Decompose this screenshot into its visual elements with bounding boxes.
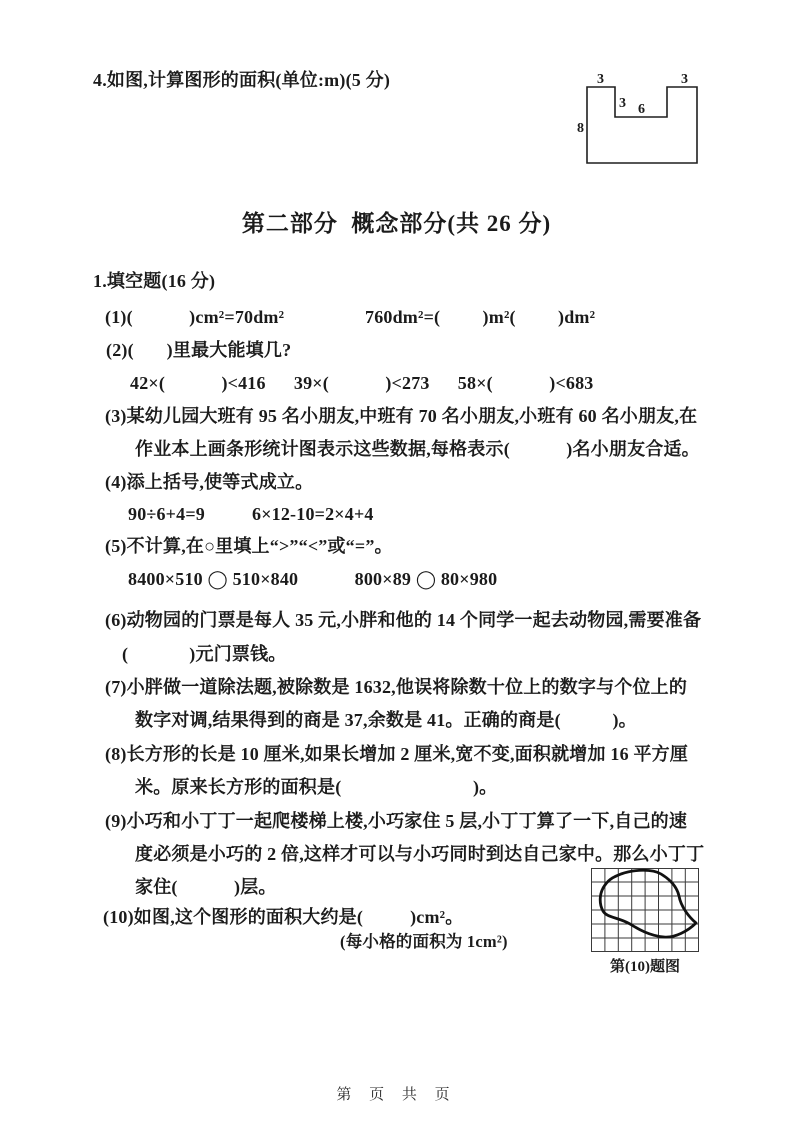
item-6-line-1: (6)动物园的门票是每人 35 元,小胖和他的 14 个同学一起去动物园,需要准备 xyxy=(105,610,702,630)
item-3-line-1: (3)某幼儿园大班有 95 名小朋友,中班有 70 名小朋友,小班有 60 名小朋友,在 xyxy=(105,406,698,426)
item-2-equations: 42×( )<416 39×( )<273 58×( )<683 xyxy=(130,373,594,393)
fill-in-heading: 1.填空题(16 分) xyxy=(93,271,216,291)
item-8-line-2: 米。原来长方形的面积是( )。 xyxy=(135,777,498,797)
item-2: (2)( )里最大能填几? xyxy=(106,340,292,360)
item-1-left: (1)( )cm²=70dm² xyxy=(105,307,285,327)
section-title: 第二部分 概念部分(共 26 分) xyxy=(241,211,552,236)
item-10: (10)如图,这个图形的面积大约是( )cm²。 xyxy=(103,907,464,927)
u-shape-outline xyxy=(587,87,697,163)
page-footer: 第 页 共 页 xyxy=(336,1087,457,1103)
dim-label-top-right: 3 xyxy=(681,72,688,87)
irregular-area-outline xyxy=(600,870,696,937)
question-4-title: 4.如图,计算图形的面积(单位:m)(5 分) xyxy=(93,70,391,90)
item-5: (5)不计算,在○里填上“>”“<”或“=”。 xyxy=(105,536,393,556)
dim-label-left-side: 8 xyxy=(577,121,584,136)
item-4-equations: 90÷6+4=9 6×12-10=2×4+4 xyxy=(128,504,374,524)
item-1-right: 760dm²=( )m²( )dm² xyxy=(365,307,596,327)
item-7-line-2: 数字对调,结果得到的商是 37,余数是 41。正确的商是( )。 xyxy=(135,710,637,730)
item-6-line-2: ( )元门票钱。 xyxy=(122,644,287,664)
item-9-line-2: 度必须是小巧的 2 倍,这样才可以与小巧同时到达自己家中。那么小丁丁 xyxy=(135,844,705,864)
item-10-note: (每小格的面积为 1cm²) xyxy=(340,932,508,951)
dim-label-notch-width: 6 xyxy=(638,102,645,117)
dim-label-top-left: 3 xyxy=(597,72,604,87)
question-10-figure-caption: 第(10)题图 xyxy=(610,959,680,975)
question-10-grid-figure xyxy=(591,868,699,952)
item-9-line-1: (9)小巧和小丁丁一起爬楼梯上楼,小巧家住 5 层,小丁丁算了一下,自己的速 xyxy=(105,811,688,831)
item-7-line-1: (7)小胖做一道除法题,被除数是 1632,他误将除数十位上的数字与个位上的 xyxy=(105,677,688,697)
item-3-line-2: 作业本上画条形统计图表示这些数据,每格表示( )名小朋友合适。 xyxy=(135,439,700,459)
item-9-line-3: 家住( )层。 xyxy=(135,877,277,897)
dim-label-notch-depth: 3 xyxy=(619,96,626,111)
item-8-line-1: (8)长方形的长是 10 厘米,如果长增加 2 厘米,宽不变,面积就增加 16 平方厘 xyxy=(105,744,689,764)
question-4-figure xyxy=(575,62,710,170)
item-4: (4)添上括号,使等式成立。 xyxy=(105,472,314,492)
item-5-comparisons: 8400×510 ◯ 510×840 800×89 ◯ 80×980 xyxy=(128,569,498,589)
